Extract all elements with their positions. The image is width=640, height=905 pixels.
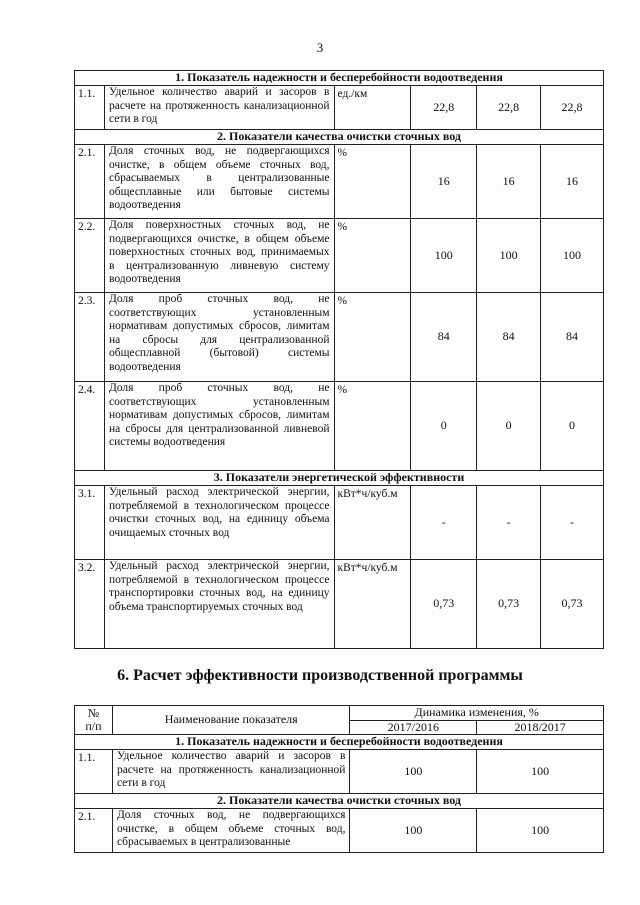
indicator-name: Доля проб сточных вод, не соответствующих установленным нормативам допустимых сбросов, лимитам на сбросы для централизованной общесплавной (бытовой) системы водоотведения xyxy=(104,293,334,382)
value-2016: - xyxy=(411,486,477,560)
value-2018: 22,8 xyxy=(541,86,604,130)
table-row xyxy=(75,486,604,560)
row-number: 2.4. xyxy=(75,382,105,471)
row-number: 3.1. xyxy=(75,486,105,560)
table-row xyxy=(75,750,604,794)
header-col1: 2017/2016 xyxy=(350,720,477,735)
section-row xyxy=(75,794,604,809)
section-title: 2. Показатели качества очистки сточных вод xyxy=(75,130,604,145)
header-num-line2: п/п xyxy=(85,719,102,733)
section6-title: 6. Расчет эффективности производственной программы xyxy=(117,667,523,684)
table-row xyxy=(75,809,604,853)
change-2018-2017: 100 xyxy=(477,750,604,794)
unit: % xyxy=(334,145,411,219)
value-2018: 84 xyxy=(541,293,604,382)
section-title: 3. Показатели энергетической эффективности xyxy=(75,471,604,486)
indicator-name: Удельный расход электрической энергии, потребляемой в технологическом процессе очистки сточных вод, на единицу объема очищаемых сточных вод xyxy=(104,486,334,560)
table-row xyxy=(75,145,604,219)
section-row xyxy=(75,735,604,750)
value-2018: 0,73 xyxy=(541,560,604,649)
indicator-name: Доля сточных вод, не подвергающихся очистке, в общем объеме сточных вод, сбрасываемых в централизованные общесплавные или бытовые системы водоотведения xyxy=(104,145,334,219)
value-2018: 0 xyxy=(541,382,604,471)
header-dynamics: Динамика изменения, % xyxy=(350,706,604,721)
unit: ед./км xyxy=(334,86,411,130)
row-number: 2.1. xyxy=(75,809,113,853)
row-number: 2.1. xyxy=(75,145,105,219)
unit: % xyxy=(334,382,411,471)
value-2018: - xyxy=(541,486,604,560)
value-2016: 16 xyxy=(411,145,477,219)
table-row xyxy=(75,560,604,649)
indicator-name: Доля сточных вод, не подвергающихся очистке, в общем объеме сточных вод, сбрасываемых в централизованные xyxy=(112,809,350,853)
value-2017: 0 xyxy=(477,382,541,471)
row-number: 1.1. xyxy=(75,750,113,794)
value-2017: 100 xyxy=(477,219,541,293)
section-row xyxy=(75,71,604,86)
change-2018-2017: 100 xyxy=(477,809,604,853)
efficiency-table xyxy=(74,705,604,853)
unit: кВт*ч/куб.м xyxy=(334,486,411,560)
section-title: 2. Показатели качества очистки сточных вод xyxy=(75,794,604,809)
value-2018: 16 xyxy=(541,145,604,219)
value-2016: 84 xyxy=(411,293,477,382)
unit: % xyxy=(334,219,411,293)
row-number: 2.3. xyxy=(75,293,105,382)
section-title: 1. Показатель надежности и бесперебойности водоотведения xyxy=(75,735,604,750)
value-2016: 0 xyxy=(411,382,477,471)
section-row xyxy=(75,471,604,486)
indicators-table xyxy=(74,70,604,649)
indicator-name: Доля проб сточных вод, не соответствующих установленным нормативам допустимых сбросов, лимитам на сбросы для централизованной ливневой системы водоотведения xyxy=(104,382,334,471)
indicator-name: Удельный расход электрической энергии, потребляемой в технологическом процессе транспортировки сточных вод, на единицу объема транспортируемых сточных вод xyxy=(104,560,334,649)
unit: кВт*ч/куб.м xyxy=(334,560,411,649)
value-2016: 22,8 xyxy=(411,86,477,130)
value-2016: 0,73 xyxy=(411,560,477,649)
value-2018: 100 xyxy=(541,219,604,293)
row-number: 1.1. xyxy=(75,86,105,130)
page-number: 3 xyxy=(316,40,324,55)
header-num xyxy=(75,706,113,735)
table-row xyxy=(75,293,604,382)
unit: % xyxy=(334,293,411,382)
header-num-line1: № xyxy=(87,705,100,720)
header-name: Наименование показателя xyxy=(112,706,350,735)
table-row xyxy=(75,219,604,293)
value-2017: 0,73 xyxy=(477,560,541,649)
change-2017-2016: 100 xyxy=(350,809,477,853)
value-2017: - xyxy=(477,486,541,560)
row-number: 2.2. xyxy=(75,219,105,293)
indicator-name: Доля поверхностных сточных вод, не подвергающихся очистке, в общем объеме поверхностных сточных вод, принимаемых в централизованную ливневую систему водоотведения xyxy=(104,219,334,293)
value-2016: 100 xyxy=(411,219,477,293)
row-number: 3.2. xyxy=(75,560,105,649)
section-row xyxy=(75,130,604,145)
table-row xyxy=(75,86,604,130)
change-2017-2016: 100 xyxy=(350,750,477,794)
table-row xyxy=(75,382,604,471)
value-2017: 22,8 xyxy=(477,86,541,130)
header-col2: 2018/2017 xyxy=(477,720,604,735)
section-title: 1. Показатель надежности и бесперебойности водоотведения xyxy=(75,71,604,86)
value-2017: 16 xyxy=(477,145,541,219)
indicator-name: Удельное количество аварий и засоров в расчете на протяженность канализационной сети в год xyxy=(112,750,350,794)
value-2017: 84 xyxy=(477,293,541,382)
indicator-name: Удельное количество аварий и засоров в расчете на протяженность канализационной сети в год xyxy=(104,86,334,130)
